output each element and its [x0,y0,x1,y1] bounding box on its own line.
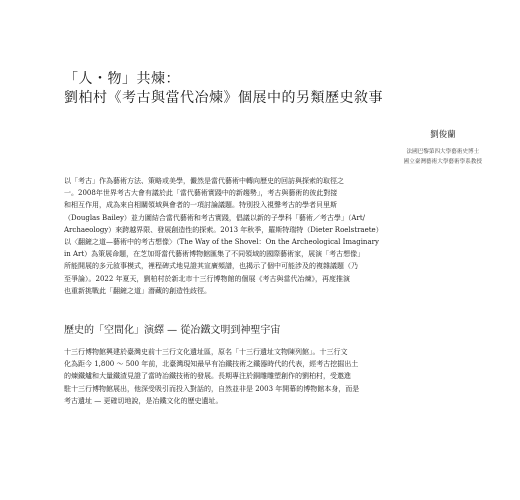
paragraph-line: （Douglas Bailey）並力圖結合當代藝術和考古實踐，倡議以新的子學科「藝術／考古學」（Art/ [64,213,366,222]
author-affiliation-1: 法國巴黎第四大學藝術史博士 [406,149,480,155]
paragraph-line: 駐十三行博物館展出，他深受吸引而投入對話的，自然並非是 2003 年開幕的博物館本身，而是 [64,384,360,393]
body-paragraph [64,346,484,407]
article-title [64,70,383,108]
paragraph-line: 一。2008年世界考古大會有議於此「當代藝術實踐中的新趨勢」，考古與藝術的彼此對接 [64,189,338,198]
paragraph-line: 的煉鐵爐和大量鐵渣見證了當時冶鐵技術的發展。長期專注於銅雕雕塑創作的劉柏村，受邀進 [64,372,351,381]
paragraph-line: 化為距今 1,800 ～ 500 年前，北臺灣現知最早有冶鐵技術之鐵器時代的代表，經考古挖掘出土 [64,360,359,369]
paragraph-line: Archaeology）來跨越界限、發展創造性的探索。2013 年秋季，羅斯特瑞特（Dieter Roelstraete） [64,225,383,234]
intro-paragraph [64,175,484,297]
title-line-1: 「人・物」共煉： [64,71,180,87]
author-affiliation-2: 國立臺灣藝術大學藝術學系教授 [403,159,482,165]
paragraph-line: 以〈翻鏟之道—藝術中的考古想像〉（The Way of the Shovel：On the Archeological Imaginary [64,238,379,247]
paragraph-line: 考古遺址 — 更確切地說，是冶鐵文化的歷史遺址。 [64,396,223,405]
paragraph-line: 十三行博物館興建於臺灣史前十三行文化遺址區，原名「十三行遺址文物陳列館」。十三行文 [64,348,348,356]
paragraph-line: 也重新挑戰此「翻鏟之道」潛藏的創造性歧徑。 [64,286,211,295]
paragraph-line: 以「考古」作為藝術方法、策略或美學，儼然是當代藝術中轉向歷史的回訪與探索的取徑之 [64,177,344,185]
author-name: 劉俊蘭 [430,130,456,140]
paragraph-line: in Art）為策展命題，在芝加哥當代藝術博物館匯集了不同領域的國際藝術家，展演「考古想像」 [64,250,365,259]
title-line-2: 劉柏村《考古與當代冶煉》個展中的另類歷史敘事 [64,90,383,106]
section-heading: 歷史的「空間化」演繹 — 從冶鐵文明到神聖宇宙 [64,325,281,336]
paragraph-line: 和相互作用，成為來自相關領域與會者的一項討論議題。特別投入視聲考古的學者貝里斯 [64,201,337,210]
paragraph-line: 至爭論）。2022 年夏天，劉柏村於新北市十三行博物館的個展《考古與當代冶煉》，再度推演 [64,274,351,283]
author-block [404,128,482,167]
paragraph-line: 所能開展的多元敘事模式，裡程碑式地見證其宣廣頻譜，也揭示了個中可能涉及的複雜議題（乃 [64,262,358,271]
